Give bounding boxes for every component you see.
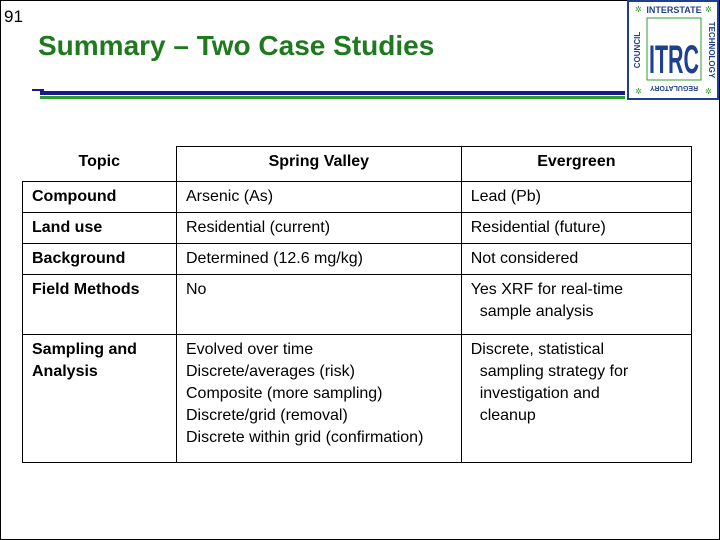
row-topic: Compound bbox=[23, 182, 177, 213]
svg-text:✲: ✲ bbox=[705, 5, 712, 14]
svg-text:✲: ✲ bbox=[635, 5, 642, 14]
cell-line: Not considered bbox=[470, 250, 579, 267]
cell-line: Arsenic (As) bbox=[185, 188, 274, 205]
row-topic: Field Methods bbox=[23, 275, 177, 335]
row-spring-valley bbox=[176, 213, 461, 244]
cell-line: Discrete/averages (risk) bbox=[185, 363, 355, 380]
cell-line: Discrete within grid (confirmation) bbox=[185, 429, 424, 446]
row-evergreen bbox=[461, 275, 691, 335]
slide-title: Summary – Two Case Studies bbox=[38, 30, 435, 61]
svg-text:✲: ✲ bbox=[705, 87, 712, 96]
cell-line: Residential (future) bbox=[470, 219, 606, 236]
cell-line: Analysis bbox=[32, 363, 98, 380]
slide-number: 91 bbox=[4, 7, 23, 26]
cell-line: sampling strategy for bbox=[479, 363, 629, 380]
cell-line: Determined (12.6 mg/kg) bbox=[185, 250, 363, 267]
row-topic: Land use bbox=[23, 213, 177, 244]
logo-right-text: TECHNOLOGY bbox=[707, 21, 716, 79]
title-rule-green bbox=[40, 96, 625, 99]
row-spring-valley bbox=[176, 182, 461, 213]
row-spring-valley bbox=[176, 275, 461, 335]
row-evergreen bbox=[461, 213, 691, 244]
logo-bottom-text: REGULATORY bbox=[649, 84, 699, 91]
row-topic bbox=[23, 335, 177, 463]
row-evergreen bbox=[461, 182, 691, 213]
cell-line: Composite (more sampling) bbox=[185, 385, 383, 402]
logo-top-text: INTERSTATE bbox=[646, 5, 702, 15]
cell-line: cleanup bbox=[479, 407, 536, 424]
row-spring-valley bbox=[176, 335, 461, 463]
logo-main-text: ITRC bbox=[649, 38, 699, 82]
case-studies-table bbox=[22, 146, 692, 463]
row-spring-valley bbox=[176, 244, 461, 275]
cell-line: Sampling and bbox=[32, 341, 137, 358]
cell-line: Residential (current) bbox=[185, 219, 331, 236]
cell-line: Yes XRF for real-time bbox=[470, 281, 624, 298]
row-topic: Background bbox=[23, 244, 177, 275]
cell-line: Discrete, statistical bbox=[470, 341, 605, 358]
row-evergreen bbox=[461, 335, 691, 463]
cell-line: investigation and bbox=[479, 385, 600, 402]
table-row bbox=[23, 275, 692, 335]
header-evergreen: Evergreen bbox=[461, 147, 691, 182]
table-row bbox=[23, 182, 692, 213]
table-row bbox=[23, 335, 692, 463]
row-evergreen bbox=[461, 244, 691, 275]
cell-line: Discrete/grid (removal) bbox=[185, 407, 348, 424]
cell-line: sample analysis bbox=[479, 303, 594, 320]
cell-line: Evolved over time bbox=[185, 341, 314, 358]
table-row bbox=[23, 244, 692, 275]
table-header-row bbox=[23, 147, 692, 182]
itrc-logo-icon bbox=[627, 0, 719, 100]
cell-line: Lead (Pb) bbox=[470, 188, 541, 205]
header-topic: Topic bbox=[23, 147, 177, 182]
cell-line: No bbox=[185, 281, 207, 298]
svg-text:✲: ✲ bbox=[635, 87, 642, 96]
logo-left-text: COUNCIL bbox=[633, 31, 642, 69]
title-rule-blue bbox=[40, 91, 625, 95]
header-spring-valley: Spring Valley bbox=[176, 147, 461, 182]
table-row bbox=[23, 213, 692, 244]
